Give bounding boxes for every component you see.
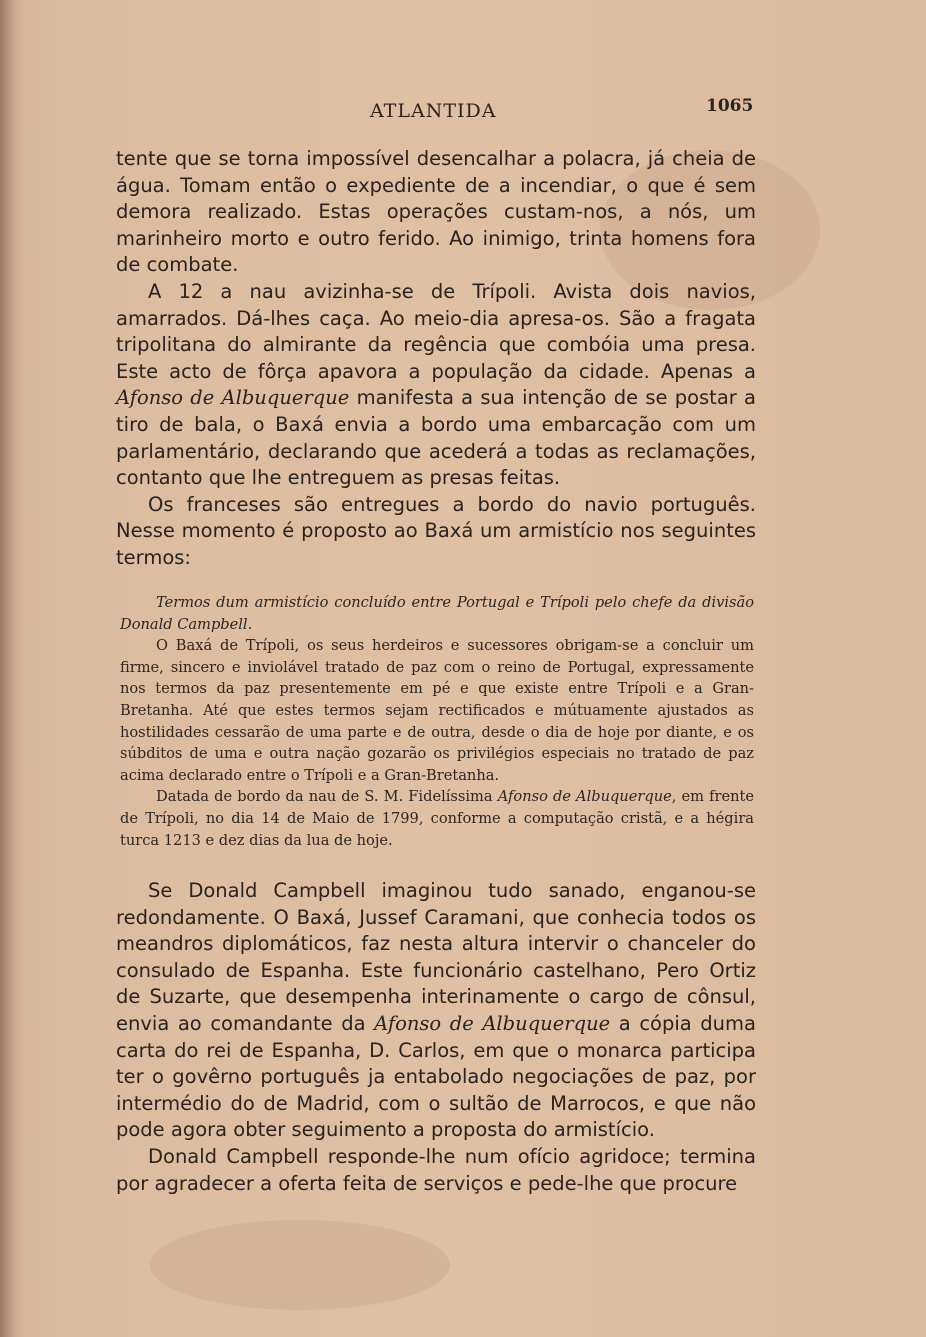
document-body: O Baxá de Trípoli, os seus herdeiros e sucessores obrigam-se a concluir um firme, sincero e inviolável tratado de paz com o reino de Portugal, expressamente nos termos da paz presentemente em pé e que existe entre Trípoli e a Gran-Bretanha. Até que estes termos sejam rectificados e mútuamente ajustados as hostilidades cessarão de uma parte e de outra, desde o dia de hoje por diante, e os súbditos de uma e outra nação gozarão os privilégios especiais no tratado de paz acima declarado entre o Trípoli e a Gran-Bretanha. [120, 637, 754, 784]
paragraph-text: A 12 a nau avizinha-se de Trípoli. Avista dois navios, amarrados. Dá-lhes caça. Ao meio-dia apresa-os. São a fragata tripolitana do almirante da regência que combóia uma presa. Este acto de fôrça apavora a população da cidade. Apenas a [116, 279, 756, 383]
paper-stain [150, 1220, 450, 1310]
armistice-document [120, 592, 754, 851]
document-title: Termos dum armistício concluído entre Portugal e Trípoli pelo chefe da divisão Donald Campbell. [120, 594, 754, 633]
paragraph-text: Donald Campbell responde-lhe num ofício agridoce; termina por agradecer a oferta feita de serviços e pede-lhe que procure [116, 1144, 756, 1195]
running-title: ATLANTIDA [370, 100, 497, 122]
body-text-top [116, 146, 756, 572]
page-edge-shadow [0, 0, 14, 1337]
paragraph-text: manifesta a sua intenção de se postar a tiro de bala, o Baxá envia a bordo uma embarcação com um parlamentário, declarando que acederá a todas as reclamações, contanto que lhe entreguem as presas feitas. [116, 386, 756, 490]
paragraph [116, 146, 756, 279]
paragraph [116, 878, 756, 1144]
ship-name: Afonso de Albuquerque [116, 386, 350, 410]
paragraph [116, 279, 756, 492]
paragraph-text: a cópia duma carta do rei de Espanha, D. Carlos, em que o monarca participa ter o govêrno português ja entabolado negociações de paz, por intermédio do de Madrid, com o sultão de Marrocos, e que não pode agora obter seguimento a proposta do armistício. [116, 1011, 756, 1142]
paragraph [116, 492, 756, 572]
document-date-text: Datada de bordo da nau de S. M. Fidelíssima [156, 788, 498, 806]
paragraph-text: Se Donald Campbell imaginou tudo sanado, enganou-se redondamente. O Baxá, Jussef Caramani, que conhecia todos os meandros diplomáticos, faz nesta altura intervir o chanceler do consulado de Espanha. Este funcionário castelhano, Pero Ortiz de Suzarte, que desempenha interinamente o cargo de cônsul, envia ao comandante da [116, 879, 756, 1035]
document-date [120, 786, 754, 851]
paragraph-text: tente que se torna impossível desencalhar a polacra, já cheia de água. Tomam então o expediente de a incendiar, o que é sem demora realizado. Estas operações custam-nos, a nós, um marinheiro morto e outro ferido. Ao inimigo, trinta homens fora de combate. [116, 147, 756, 277]
paragraph-text: Os franceses são entregues a bordo do navio português. Nesse momento é proposto ao Baxá um armistício nos seguintes termos: [116, 492, 756, 569]
document-date-text: , em frente de Trípoli, no dia 14 de Maio de 1799, conforme a computação cristã, e a hégira turca 1213 e dez dias da lua de hoje. [120, 788, 754, 849]
page-header [0, 96, 926, 126]
page-number: 1065 [706, 96, 754, 116]
ship-name: Afonso de Albuquerque [497, 788, 672, 806]
body-text-bottom [116, 878, 756, 1197]
ship-name: Afonso de Albuquerque [374, 1011, 611, 1035]
paragraph [116, 1144, 756, 1197]
